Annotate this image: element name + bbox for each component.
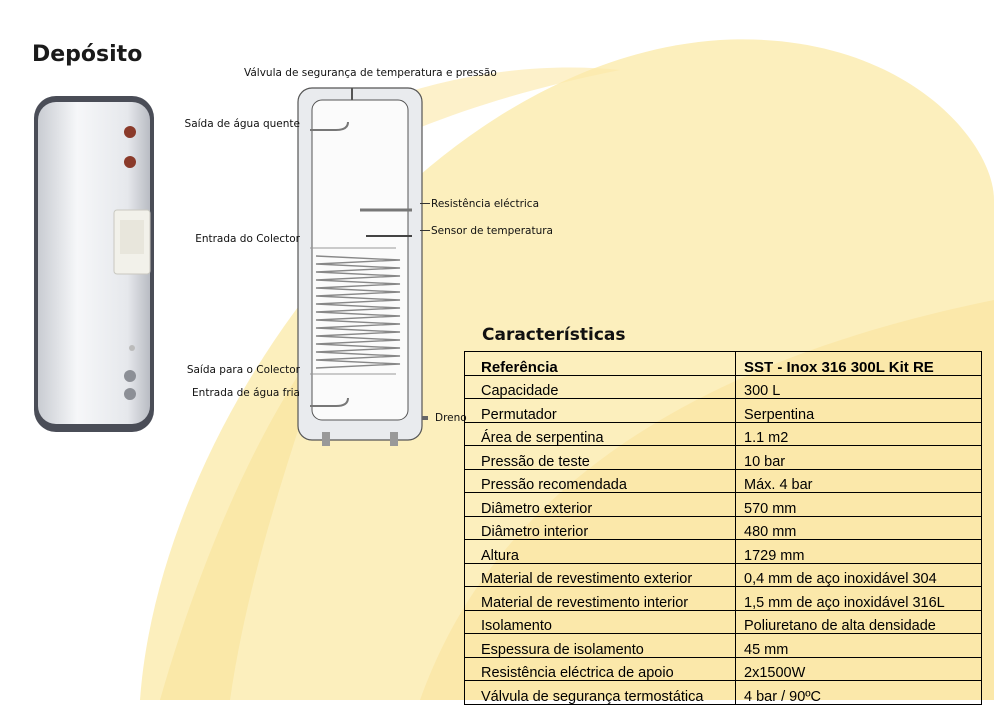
row-label: Diâmetro interior — [465, 516, 736, 540]
row-label: Válvula de segurança termostática — [465, 681, 736, 705]
row-value: Máx. 4 bar — [736, 469, 982, 493]
header-value: SST - Inox 316 300L Kit RE — [736, 352, 982, 376]
collector-out-label: Saída para o Colector — [186, 364, 300, 376]
table-row — [465, 516, 982, 540]
row-label: Resistência eléctrica de apoio — [465, 657, 736, 681]
table-row — [465, 422, 982, 446]
table-row — [465, 610, 982, 634]
table-row — [465, 540, 982, 564]
table-row — [465, 634, 982, 658]
header-label: Referência — [465, 352, 736, 376]
row-label: Isolamento — [465, 610, 736, 634]
tank-photo — [26, 86, 162, 442]
table-row — [465, 657, 982, 681]
table-row — [465, 375, 982, 399]
row-label: Área de serpentina — [465, 422, 736, 446]
row-label: Pressão de teste — [465, 446, 736, 470]
valve-top-label: Válvula de segurança de temperatura e pressão — [244, 67, 497, 79]
table-row — [465, 563, 982, 587]
row-value: 1.1 m2 — [736, 422, 982, 446]
cold-in-label: Entrada de água fria — [192, 387, 300, 399]
table-header-row — [465, 352, 982, 376]
row-value: Serpentina — [736, 399, 982, 423]
table-row — [465, 681, 982, 705]
row-value: 480 mm — [736, 516, 982, 540]
tank-cross-section — [296, 84, 436, 452]
row-label: Diâmetro exterior — [465, 493, 736, 517]
sensor-label: Sensor de temperatura — [431, 225, 553, 237]
row-label: Pressão recomendada — [465, 469, 736, 493]
drain-label: Dreno — [435, 412, 467, 424]
sensor-leader — [420, 230, 430, 231]
row-value: 4 bar / 90ºC — [736, 681, 982, 705]
row-value: 45 mm — [736, 634, 982, 658]
table-row — [465, 446, 982, 470]
row-value: 1,5 mm de aço inoxidável 316L — [736, 587, 982, 611]
row-label: Permutador — [465, 399, 736, 423]
row-value: 0,4 mm de aço inoxidável 304 — [736, 563, 982, 587]
row-value: 300 L — [736, 375, 982, 399]
row-label: Altura — [465, 540, 736, 564]
row-label: Material de revestimento exterior — [465, 563, 736, 587]
row-value: Poliuretano de alta densidade — [736, 610, 982, 634]
row-value: 10 bar — [736, 446, 982, 470]
row-label: Espessura de isolamento — [465, 634, 736, 658]
table-row — [465, 587, 982, 611]
row-value: 2x1500W — [736, 657, 982, 681]
specs-table — [464, 351, 982, 705]
page-title: Depósito — [32, 42, 143, 67]
specs-title: Características — [482, 325, 626, 345]
resistance-label: Resistência eléctrica — [431, 198, 540, 210]
table-row — [465, 399, 982, 423]
row-value: 1729 mm — [736, 540, 982, 564]
collector-in-label: Entrada do Colector — [195, 233, 300, 245]
hot-out-label: Saída de água quente — [184, 118, 300, 130]
resistance-leader — [420, 203, 430, 204]
table-row — [465, 493, 982, 517]
row-label: Material de revestimento interior — [465, 587, 736, 611]
row-label: Capacidade — [465, 375, 736, 399]
row-value: 570 mm — [736, 493, 982, 517]
table-row — [465, 469, 982, 493]
